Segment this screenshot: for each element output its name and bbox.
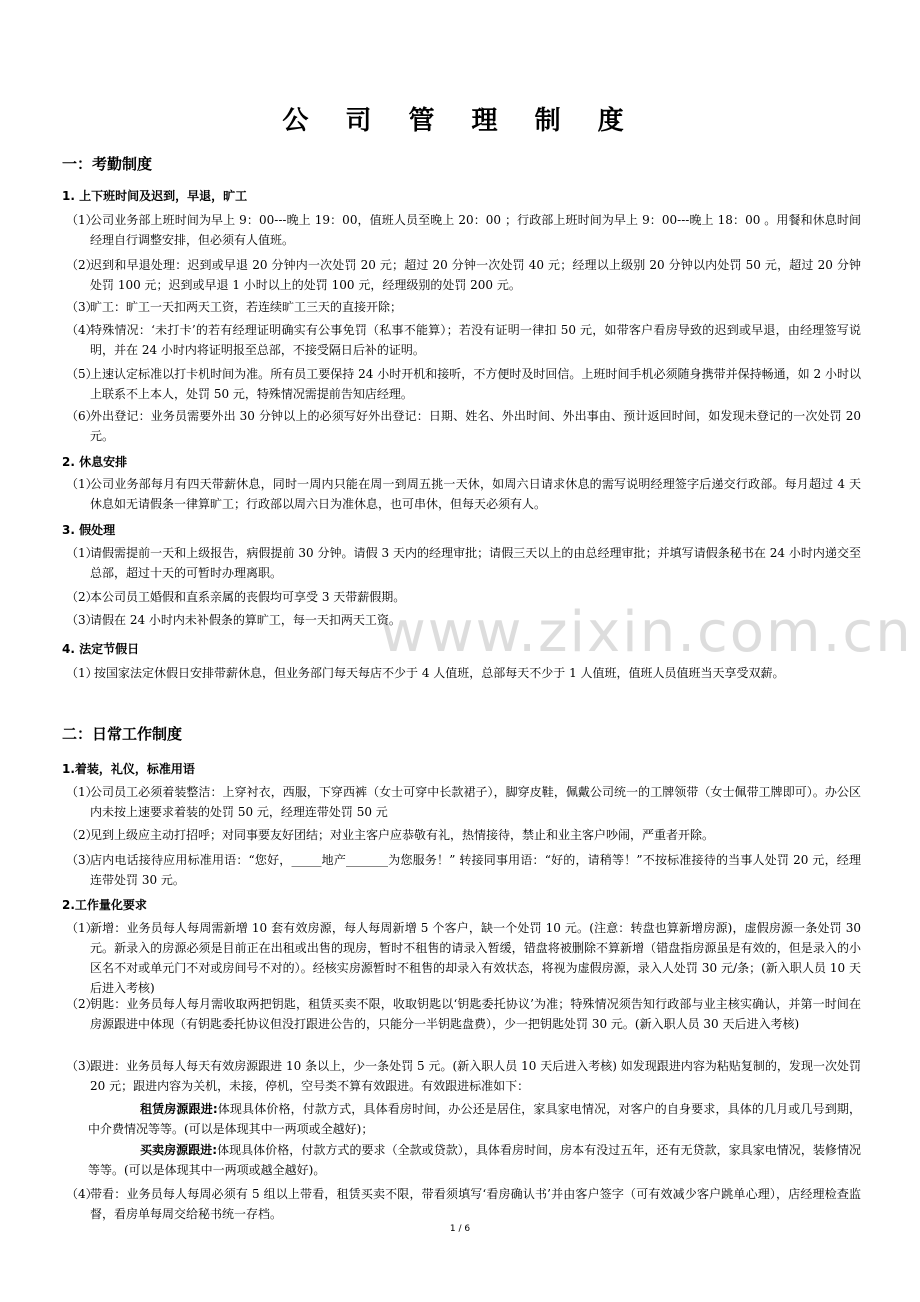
paragraph-item [66, 610, 861, 630]
paragraph-item [66, 474, 861, 514]
subheading-leave: 3. 假处理 [62, 523, 116, 537]
subheading-holidays: 4. 法定节假日 [62, 642, 140, 656]
item-text: 新增：业务员每人每周需新增 10 套有效房源，每人每周新增 5 个客户，缺一个处罚 10 元。(注意：转盘也算新增房源)，虚假房源一条处罚 30 元。新录入的房源必须是目前正在出租或出售的现房，暂时不租售的请录入暂缓，错盘将被删除不算新增（错盘指房源虽是有效的，但是录入的小区名不对或单元门不对或房间号不对的）。经核实房源暂时不租售的却录入有效状态，将视为虚假房源，录入人处罚 30 元/条；(新入职人员 10 天后进入考核) [90, 921, 861, 995]
item-text: 公司业务部每月有四天带薪休息，同时一周内只能在周一到周五挑一天休，如周六日请求休息的需写说明经理签字后递交行政部。每月超过 4 天休息如无请假条一律算旷工；行政部以周六日为准休息，也可串休，但每天必须有人。 [90, 477, 861, 511]
item-text: 公司员工必须着装整洁：上穿衬衣，西服，下穿西裤（女士可穿中长款裙子），脚穿皮鞋，佩戴公司统一的工牌领带（女士佩带工牌即可）。办公区内未按上速要求着装的处罚 50 元，经理连带处罚 50 元 [90, 785, 861, 819]
item-text: 上速认定标准以打卡机时间为准。所有员工要保持 24 小时开机和接听，不方便时及时回信。上班时间手机必须随身携带并保持畅通，如 2 小时以上联系不上本人，处罚 50 元，特殊情况需提前告知店经理。 [90, 367, 861, 401]
item-number: （4） [66, 1187, 98, 1201]
item-number: （6） [66, 409, 98, 423]
item-number: （1） [66, 546, 98, 560]
sale-followup-label: 买卖房源跟进: [140, 1143, 218, 1157]
item-text: 请假需提前一天和上级报告，病假提前 30 分钟。请假 3 天内的经理审批；请假三天以上的由总经理审批；并填写请假条秘书在 24 小时内递交至总部，超过十天的可暂时办理离职。 [90, 546, 861, 580]
subheading-workload: 2.工作量化要求 [62, 898, 147, 912]
paragraph-item [66, 1184, 861, 1224]
item-number: （5） [66, 367, 98, 381]
paragraph-item [66, 825, 861, 845]
paragraph-item [66, 297, 861, 317]
sale-followup-paragraph [88, 1140, 861, 1180]
paragraph-item [66, 543, 861, 583]
item-number: （3） [66, 613, 98, 627]
item-number: （3） [66, 300, 98, 314]
section-heading-daily-work: 二：日常工作制度 [62, 725, 183, 743]
rent-followup-paragraph [88, 1099, 861, 1139]
subheading-work-hours: 1. 上下班时间及迟到，早退，旷工 [62, 189, 248, 203]
item-number: （4） [66, 323, 98, 337]
paragraph-item [66, 850, 861, 890]
subheading-dress-etiquette: 1.着装，礼仪，标准用语 [62, 762, 195, 776]
document-title: 公 司 管 理 制 度 [282, 106, 638, 136]
subheading-rest: 2. 休息安排 [62, 455, 128, 469]
item-number: （1） [66, 477, 98, 491]
item-text: 按国家法定休假日安排带薪休息，但业务部门每天每店不少于 4 人值班，总部每天不少于 1 人值班，值班人员值班当天享受双薪。 [94, 666, 785, 680]
page-number: 1 / 6 [449, 1224, 471, 1234]
item-text: 钥匙：业务员每人每月需收取两把钥匙，租赁买卖不限，收取钥匙以‘钥匙委托协议’为准；特殊情况须告知行政部与业主核实确认，并第一时间在房源跟进中体现（有钥匙委托协议但没打跟进公告的，只能分一半钥匙盘费），少一把钥匙处罚 30 元。(新入职人员 30 天后进入考核) [90, 997, 861, 1031]
item-number: （2） [66, 258, 98, 272]
paragraph-item [66, 782, 861, 822]
paragraph-item [66, 210, 861, 250]
paragraph-item [66, 320, 861, 360]
item-text: 店内电话接待应用标准用语：“您好，_____地产_______为您服务！” 转接同事用语：“好的，请稍等！”不按标准接待的当事人处罚 20 元，经理连带处罚 30 元。 [90, 853, 861, 887]
item-number: （1） [66, 213, 98, 227]
item-number: （2） [66, 997, 98, 1011]
paragraph-item [66, 406, 861, 446]
paragraph-item [66, 364, 861, 404]
rent-followup-text: 体现具体价格，付款方式，具体看房时间，办公还是居住，家具家电情况，对客户的自身要求，具体的几月或几号到期，中介费情况等等。(可以是体现其中一两项或全越好)； [88, 1102, 861, 1136]
paragraph-item [66, 587, 861, 607]
paragraph-item [66, 994, 861, 1034]
paragraph-item [66, 663, 861, 683]
item-number: （3） [66, 1059, 98, 1073]
item-text: 带看：业务员每人每周必须有 5 组以上带看，租赁买卖不限，带看须填写‘看房确认书’并由客户签字（可有效减少客户跳单心理），店经理检查监督，看房单每周交给秘书统一存档。 [90, 1187, 861, 1221]
item-text: 公司业务部上班时间为早上 9：00---晚上 19：00，值班人员至晚上 20：00 ；行政部上班时间为早上 9：00---晚上 18：00 。用餐和休息时间经理自行调整安排，但必须有人值班。 [90, 213, 861, 247]
item-number: （2） [66, 590, 98, 604]
item-number: （1） [66, 785, 98, 799]
item-text: 请假在 24 小时内未补假条的算旷工，每一天扣两天工资。 [90, 613, 401, 627]
item-text: 迟到和早退处理：迟到或早退 20 分钟内一次处罚 20 元；超过 20 分钟一次处罚 40 元；经理以上级别 20 分钟以内处罚 50 元，超过 20 分钟处罚 100 元；迟到或早退 1 小时以上的处罚 100 元，经理级别的处罚 200 元。 [90, 258, 861, 292]
item-text: 跟进：业务员每人每天有效房源跟进 10 条以上，少一条处罚 5 元。(新入职人员 10 天后进入考核) 如发现跟进内容为粘贴复制的，发现一次处罚 20 元；跟进内容为关机，未接，停机，空号类不算有效跟进。有效跟进标准如下： [90, 1059, 861, 1093]
item-number: （2） [66, 828, 98, 842]
rent-followup-label: 租赁房源跟进: [140, 1102, 218, 1116]
item-text: 外出登记：业务员需要外出 30 分钟以上的必须写好外出登记：日期、姓名、外出时间、外出事由、预计返回时间，如发现未登记的一次处罚 20 元。 [90, 409, 861, 443]
item-number: （3） [66, 853, 98, 867]
item-text: 特殊情况：‘未打卡’的若有经理证明确实有公事免罚（私事不能算）；若没有证明一律扣 50 元，如带客户看房导致的迟到或早退，由经理签写说明，并在 24 小时内将证明报至总部，不接受隔日后补的证明。 [90, 323, 861, 357]
paragraph-item [66, 1056, 861, 1096]
item-text: 本公司员工婚假和直系亲属的丧假均可享受 3 天带薪假期。 [90, 590, 406, 604]
watermark: www.zixin.com.cn [380, 600, 913, 665]
item-text: 旷工：旷工一天扣两天工资，若连续旷工三天的直接开除； [90, 300, 403, 314]
paragraph-item [66, 918, 861, 998]
paragraph-item [66, 255, 861, 295]
section-heading-attendance: 一：考勤制度 [62, 155, 153, 173]
item-number: （1） [66, 666, 98, 680]
sale-followup-text: 体现具体价格，付款方式的要求（全款或贷款），具体看房时间，房本有没过五年，还有无贷款，家具家电情况，装修情况等等。(可以是体现其中一两项或越全越好)。 [88, 1143, 861, 1177]
item-text: 见到上级应主动打招呼；对同事要友好团结；对业主客户应恭敬有礼，热情接待，禁止和业主客户吵闹，严重者开除。 [90, 828, 715, 842]
item-number: （1） [66, 921, 98, 935]
